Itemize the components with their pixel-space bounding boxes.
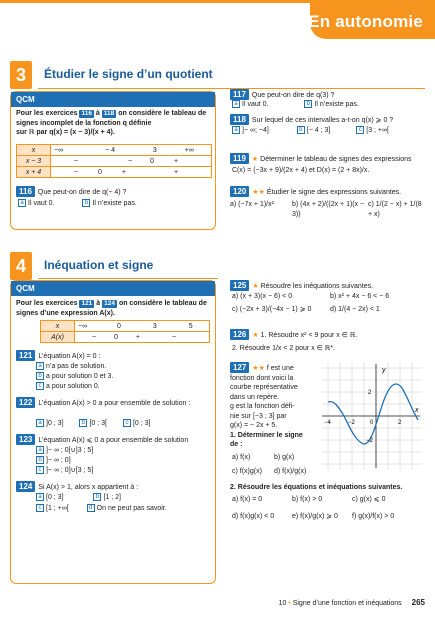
qcm-3-intro: Pour les exercices 116 à 118 on considère le tableau de signes incomplet de la fonction q définie — [16, 110, 207, 127]
ex-124-option-c[interactable]: [1 ; +∞[ — [46, 505, 69, 512]
page-header — [0, 0, 435, 42]
ex-124: 124 Si A(x) > 1, alors x appartient à : — [16, 481, 212, 493]
ex-124-row1: a [0 ; 3] b [1 ; 2] — [36, 493, 212, 503]
footer-chapter: 10 — [278, 600, 287, 607]
ex-117: 117 Que peut-on dire de q(3) ? — [230, 89, 425, 101]
ex-127-r-e: e) f(x)/g(x) ⩾ 0 — [292, 513, 338, 520]
ex-118: 118 Sur lequel de ces intervalles a-t-on q(x) ⩾ 0 ? — [230, 114, 425, 126]
ex-127-r-a: a) f(x) = 0 — [232, 496, 263, 503]
table-3-x-values: −∞ − 4 3 +∞ — [51, 145, 212, 156]
ex-121: 121 L’équation A(x) = 0 : — [16, 350, 212, 362]
ex-121-option-b[interactable]: b a pour solution 0 et 3. — [36, 372, 212, 382]
ex-127-part2: 2. Résoudre les équations et inéquations suivantes. — [230, 484, 403, 491]
ex-118-option-a[interactable]: ]− ∞; −4] — [242, 127, 269, 134]
section-4-number: 4 — [10, 252, 32, 280]
page-number: 265 — [411, 598, 425, 607]
table-3-row1: − − 0 + — [51, 156, 212, 167]
graph-tick-y-2: 2 — [368, 390, 372, 396]
ex-127-q-c: c) f(x)g(x) — [232, 468, 262, 475]
ex-127: 127 ★★ f est une fonction dont voici la courbe représentative dans un repère. g est la fonction défi- nie sur [−3 ; 3] par g(x) = − 2x + 5. 1. Déterminer le signe de : — [230, 363, 303, 448]
ex-126-part2: 2. Résoudre 1/x < 2 pour x ∈ ℝ*. — [232, 345, 335, 352]
section-3-title: Étudier le signe d’un quotient — [44, 67, 213, 81]
ex-117-options: a Il vaut 0. b Il n’existe pas. — [232, 100, 427, 110]
ex-125-c: c) (−2x + 3)/(−4x − 1) ⩾ 0 — [232, 306, 312, 313]
ex-116: 116 Que peut-on dire de q(− 4) ? — [16, 186, 212, 198]
ex-120: 120 ★★ Étudier le signe des expressions suivantes. — [230, 186, 425, 198]
ex-119-expr: C(x) = (−3x + 9)/(2x + 4) et D(x) = (2 + 8x)/x. — [232, 167, 370, 174]
ex-125-b: b) x² + 4x − 6 < − 6 — [330, 293, 390, 300]
graph-tick-y-neg2: −2 — [366, 438, 373, 444]
graph-tick-x-neg2: −2 — [348, 420, 355, 426]
ex-123: 123 L’équation A(x) ⩽ 0 a pour ensemble de solution — [16, 434, 212, 446]
qcm-header-3: QCM — [11, 92, 215, 107]
ex-116-options: a Il vaut 0. b Il n’existe pas. — [18, 199, 214, 209]
sign-table-3 — [16, 144, 212, 178]
ex-124-option-a[interactable]: [0 ; 3] — [46, 494, 64, 501]
ex-124-option-b[interactable]: [1 ; 2] — [103, 494, 121, 501]
ex-126: 126 ★ 1. Résoudre x² < 9 pour x ∈ ℝ. — [230, 329, 425, 341]
page-footer: 10 • Signe d’une fonction et inéquations 265 — [278, 598, 425, 607]
ex-117-option-b[interactable]: Il n’existe pas. — [314, 101, 359, 108]
ex-127-r-f: f) g(x)/f(x) > 0 — [352, 513, 395, 520]
ex-122: 122 L’équation A(x) > 0 a pour ensemble de solution : — [16, 397, 212, 409]
ex-127-q-a: a) f(x) — [232, 454, 251, 461]
ex-121-option-c[interactable]: c a pour solution 0. — [36, 382, 212, 392]
ex-127-r-d: d) f(x)g(x) < 0 — [232, 513, 275, 520]
graph-y-label: y — [382, 367, 386, 374]
qcm-header-4: QCM — [11, 281, 215, 296]
section-4-title: Inéquation et signe — [44, 258, 154, 272]
graph-tick-x-neg4: −4 — [324, 420, 331, 426]
table-3-row2: − 0 + + — [51, 167, 212, 178]
ex-125-a: a) (x + 3)(x − 6) < 0 — [232, 293, 293, 300]
table-4-row: − 0 + − — [75, 332, 210, 343]
ex-117-option-a[interactable]: Il vaut 0. — [242, 101, 269, 108]
ex-119: 119 ★ Déterminer le tableau de signes des expressions — [230, 153, 425, 165]
section-4-rule — [38, 278, 218, 279]
curve-f — [328, 384, 418, 444]
sign-table-4 — [40, 320, 210, 343]
ex-116-option-a[interactable]: Il vaut 0. — [28, 200, 55, 207]
ex-127-r-b: b) f(x) > 0 — [292, 496, 323, 503]
ex-127-graph — [322, 362, 422, 470]
ex-127-q-d: d) f(x)/g(x) — [274, 468, 307, 475]
ex-125-d: d) 1/(4 − 2x) < 1 — [330, 306, 380, 313]
ex-121-option-a[interactable]: a n’a pas de solution. — [36, 362, 212, 372]
graph-tick-x-0: 0 — [370, 420, 374, 426]
ex-123-option-c[interactable]: c ]− ∞ ; 0]∪[3 ; 5] — [36, 466, 212, 476]
ex-125: 125 ★ Résoudre les inéquations suivantes. — [230, 280, 425, 292]
ex-127-r-c: c) g(x) ⩽ 0 — [352, 496, 386, 503]
graph-tick-x-2: 2 — [398, 420, 402, 426]
ex-120-a: a) (−7x + 1)/x² — [230, 201, 274, 208]
ex-124-option-d[interactable]: On ne peut pas savoir. — [96, 505, 167, 512]
ex-116-option-b[interactable]: Il n’existe pas. — [92, 200, 137, 207]
qcm-4-intro: Pour les exercices 121 à 124 on considère le tableau de signes d’une expression A(x). — [16, 300, 207, 317]
ex-118-option-b[interactable]: [− 4 ; 3] — [306, 127, 331, 134]
section-3-number: 3 — [10, 61, 32, 89]
ex-123-option-b[interactable]: b ]− ∞ ; 0] — [36, 456, 212, 466]
ex-120-b: b) (4x + 2)/((2x + 1)(x − 3)) — [292, 201, 365, 218]
ex-118-options: a ]− ∞; −4] b [− 4 ; 3] c [3 ; +∞[ — [232, 126, 427, 136]
graph-x-label: x — [415, 407, 419, 414]
header-title: En autonomie — [308, 12, 423, 31]
table-4-row-label: A(x) — [41, 332, 75, 343]
ex-122-option-b[interactable]: [0 ; 3[ — [89, 420, 107, 427]
table-3-row1-label: x − 3 — [17, 156, 51, 167]
qcm-3-intro-def: sur ℝ par q(x) = (x − 3)/(x + 4). — [16, 129, 115, 136]
ex-127-q-b: b) g(x) — [274, 454, 295, 461]
ex-118-option-c[interactable]: [3 ; +∞[ — [366, 127, 389, 134]
ex-123-option-a[interactable]: a ]− ∞ ; 0[∪]3 ; 5] — [36, 446, 212, 456]
table-3-row2-label: x + 4 — [17, 167, 51, 178]
ex-122-option-c[interactable]: [0 ; 3] — [132, 420, 151, 427]
table-4-x-values: −∞ 0 3 5 — [75, 321, 210, 332]
footer-chapter-title: Signe d’une fonction et inéquations — [292, 600, 402, 607]
table-4-x-label: x — [41, 321, 75, 332]
ex-122-options: a ]0 ; 3] b [0 ; 3[ c [0 ; 3] — [36, 419, 212, 429]
ex-124-row2: c [1 ; +∞[ d On ne peut pas savoir. — [36, 504, 212, 514]
ex-120-c: c) 1/(2 − x) + 1/(8 + x) — [368, 201, 422, 218]
ex-122-option-a[interactable]: ]0 ; 3] — [46, 420, 64, 427]
table-3-x-label: x — [17, 145, 51, 156]
